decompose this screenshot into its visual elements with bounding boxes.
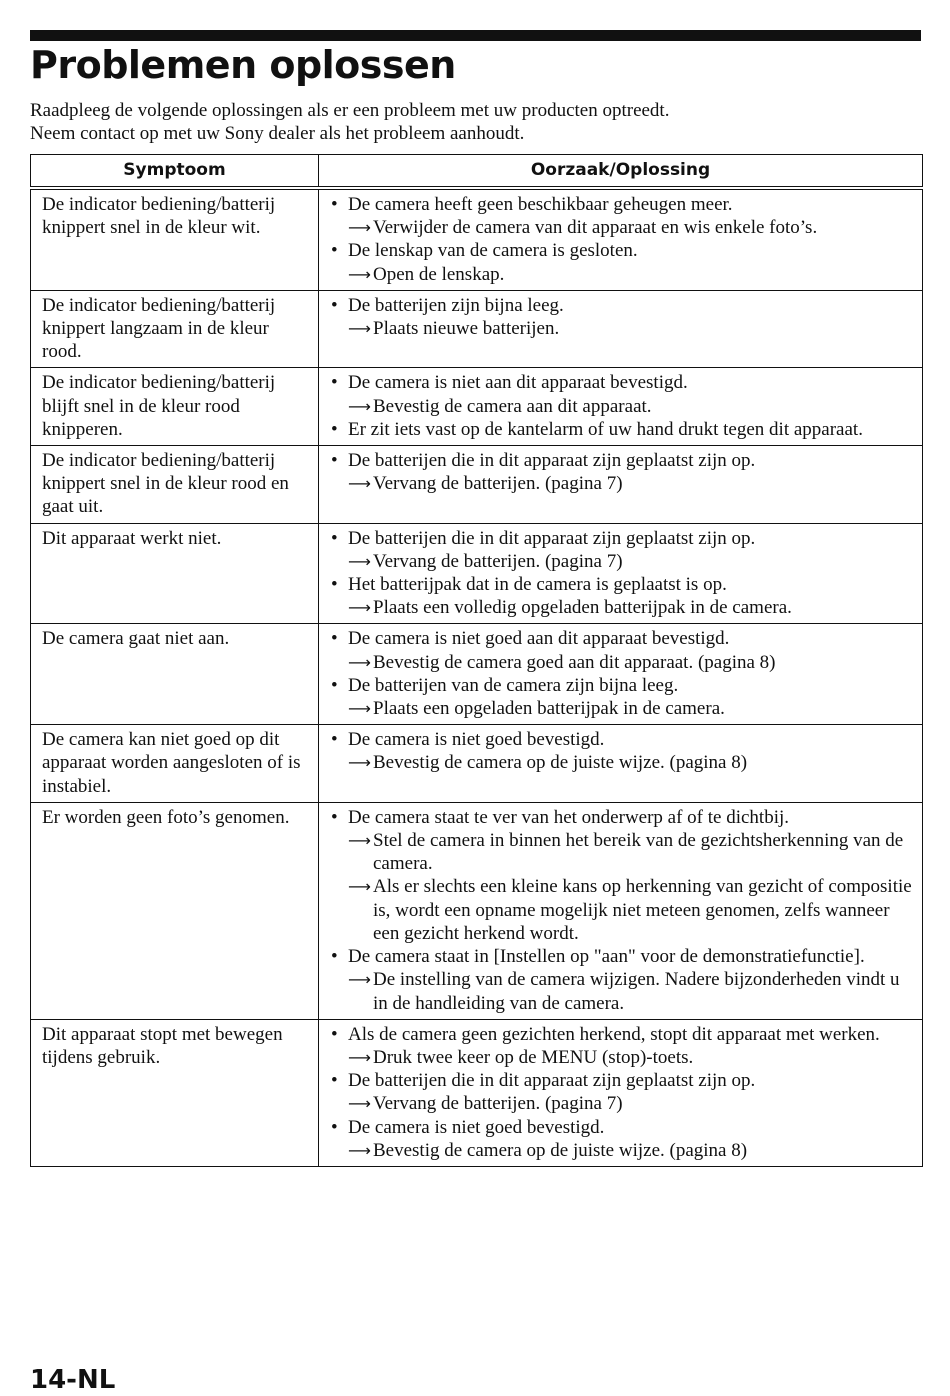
arrow-right-icon: ⟶ — [348, 319, 371, 339]
arrow-right-icon: ⟶ — [348, 598, 371, 618]
cause-item — [330, 239, 916, 285]
symptom-cell: De indicator bediening/batterij knippert snel in de kleur wit. — [31, 188, 319, 290]
arrow-right-icon: ⟶ — [348, 970, 371, 990]
table-row — [31, 1019, 923, 1166]
solution-item — [348, 829, 916, 875]
cause-list — [330, 627, 916, 720]
arrow-right-icon: ⟶ — [348, 218, 371, 238]
intro-line: Neem contact op met uw Sony dealer als het probleem aanhoudt. — [30, 123, 525, 144]
cause-solution-cell — [319, 446, 923, 524]
symptom-cell: De indicator bediening/batterij blijft snel in de kleur rood knipperen. — [31, 368, 319, 446]
symptom-cell: De indicator bediening/batterij knippert langzaam in de kleur rood. — [31, 290, 319, 368]
intro-text — [30, 99, 921, 145]
arrow-right-icon: ⟶ — [348, 831, 371, 851]
solution-item — [348, 472, 916, 495]
table-row — [31, 523, 923, 624]
symptom-cell: Dit apparaat stopt met bewegen tijdens gebruik. — [31, 1019, 319, 1166]
page-title: Problemen oplossen — [30, 43, 456, 87]
cause-text: • Het batterijpak dat in de camera is geplaatst is op. — [348, 574, 727, 596]
cause-solution-cell — [319, 188, 923, 290]
cause-item — [330, 674, 916, 720]
table-row — [31, 290, 923, 368]
cause-text: • De camera is niet goed bevestigd. — [348, 1116, 605, 1138]
cause-item — [330, 449, 916, 495]
cause-item — [330, 728, 916, 774]
arrow-right-icon: ⟶ — [348, 652, 371, 672]
arrow-right-icon: ⟶ — [348, 753, 371, 773]
solution-item — [348, 596, 916, 619]
cause-text: • De camera is niet aan dit apparaat bevestigd. — [348, 372, 688, 394]
solution-text: Bevestig de camera op de juiste wijze. (pagina 8) — [373, 752, 748, 774]
solution-item — [348, 1139, 916, 1162]
solution-item — [348, 216, 916, 239]
cause-solution-cell — [319, 624, 923, 725]
symptom-cell: Er worden geen foto’s genomen. — [31, 802, 319, 1019]
arrow-right-icon: ⟶ — [348, 551, 371, 571]
solution-text: Vervang de batterijen. (pagina 7) — [373, 1093, 623, 1115]
cause-solution-cell — [319, 523, 923, 624]
cause-item — [330, 418, 916, 441]
solution-item — [348, 697, 916, 720]
solution-text: Plaats een opgeladen batterijpak in de camera. — [373, 698, 725, 720]
cause-item — [330, 294, 916, 340]
arrow-right-icon: ⟶ — [348, 1140, 371, 1160]
cause-solution-cell — [319, 1019, 923, 1166]
cause-text: • De camera is niet goed aan dit apparaat bevestigd. — [348, 628, 730, 650]
table-row — [31, 725, 923, 803]
solution-text: Druk twee keer op de MENU (stop)-toets. — [373, 1046, 694, 1068]
solution-text: Verwijder de camera van dit apparaat en wis enkele foto’s. — [373, 217, 818, 239]
cause-list — [330, 728, 916, 774]
cause-text: • De camera staat in [Instellen op "aan" voor de demonstratiefunctie]. — [348, 946, 865, 968]
solution-text: Vervang de batterijen. (pagina 7) — [373, 473, 623, 495]
arrow-right-icon: ⟶ — [348, 877, 371, 897]
solution-item — [348, 550, 916, 573]
cause-list — [330, 527, 916, 620]
solution-text: Vervang de batterijen. (pagina 7) — [373, 550, 623, 572]
cause-solution-cell — [319, 290, 923, 368]
cause-item — [330, 806, 916, 945]
table-row — [31, 188, 923, 290]
header-symptom: Symptoom — [31, 155, 319, 189]
arrow-right-icon: ⟶ — [348, 264, 371, 284]
page-number: 14-NL — [30, 1365, 116, 1395]
cause-item — [330, 1023, 916, 1069]
solution-item — [348, 875, 916, 945]
cause-text: • De camera staat te ver van het onderwerp af of te dichtbij. — [348, 806, 790, 828]
solution-item — [348, 395, 916, 418]
arrow-right-icon: ⟶ — [348, 699, 371, 719]
solution-item — [348, 751, 916, 774]
table-row — [31, 446, 923, 524]
arrow-right-icon: ⟶ — [348, 396, 371, 416]
cause-list — [330, 294, 916, 340]
solution-text: Open de lenskap. — [373, 263, 505, 285]
cause-list — [330, 371, 916, 441]
cause-item — [330, 1069, 916, 1115]
table-row — [31, 624, 923, 725]
solution-item — [348, 263, 916, 286]
symptom-cell: De camera gaat niet aan. — [31, 624, 319, 725]
cause-item — [330, 627, 916, 673]
arrow-right-icon: ⟶ — [348, 474, 371, 494]
cause-text: • De camera heeft geen beschikbaar geheugen meer. — [348, 194, 733, 215]
troubleshooting-table — [30, 154, 923, 1167]
cause-solution-cell — [319, 802, 923, 1019]
solution-item — [348, 968, 916, 1014]
table-header-row — [31, 155, 923, 189]
cause-item — [330, 1116, 916, 1162]
cause-text: • De batterijen die in dit apparaat zijn geplaatst zijn op. — [348, 527, 756, 549]
solution-text: Bevestig de camera aan dit apparaat. — [373, 395, 652, 417]
arrow-right-icon: ⟶ — [348, 1094, 371, 1114]
symptom-cell: Dit apparaat werkt niet. — [31, 523, 319, 624]
solution-text: Stel de camera in binnen het bereik van de gezichtsherkenning van de camera. — [373, 830, 904, 875]
solution-text: Plaats nieuwe batterijen. — [373, 318, 560, 340]
cause-text: • De camera is niet goed bevestigd. — [348, 729, 605, 751]
table-row — [31, 368, 923, 446]
cause-list — [330, 1023, 916, 1162]
solution-text: Als er slechts een kleine kans op herkenning van gezicht of compositie is, wordt een opname mogelijk niet meteen genomen, zelfs wanneer een gezicht herkend wordt. — [373, 876, 912, 944]
cause-text: • De batterijen die in dit apparaat zijn geplaatst zijn op. — [348, 450, 756, 472]
solution-item — [348, 317, 916, 340]
cause-text: • Er zit iets vast op de kantelarm of uw hand drukt tegen dit apparaat. — [348, 418, 863, 440]
cause-solution-cell — [319, 368, 923, 446]
cause-text: • Als de camera geen gezichten herkend, stopt dit apparaat met werken. — [348, 1023, 880, 1045]
cause-text: • De batterijen zijn bijna leeg. — [348, 294, 564, 316]
intro-line: Raadpleeg de volgende oplossingen als er een probleem met uw producten optreedt. — [30, 100, 670, 121]
cause-list — [330, 449, 916, 495]
cause-item — [330, 527, 916, 573]
header-cause-solution: Oorzaak/Oplossing — [319, 155, 923, 189]
cause-list — [330, 193, 916, 286]
cause-item — [330, 573, 916, 619]
symptom-cell: De camera kan niet goed op dit apparaat worden aangesloten of is instabiel. — [31, 725, 319, 803]
symptom-cell: De indicator bediening/batterij knippert snel in de kleur rood en gaat uit. — [31, 446, 319, 524]
cause-text: • De lenskap van de camera is gesloten. — [348, 240, 638, 262]
cause-item — [330, 371, 916, 417]
solution-text: De instelling van de camera wijzigen. Nadere bijzonderheden vindt u in de handleiding van de camera. — [373, 969, 900, 1014]
solution-text: Plaats een volledig opgeladen batterijpak in de camera. — [373, 597, 792, 619]
solution-text: Bevestig de camera goed aan dit apparaat. (pagina 8) — [373, 651, 776, 673]
cause-item — [330, 193, 916, 239]
cause-solution-cell — [319, 725, 923, 803]
cause-text: • De batterijen die in dit apparaat zijn geplaatst zijn op. — [348, 1070, 756, 1092]
cause-item — [330, 945, 916, 1015]
solution-text: Bevestig de camera op de juiste wijze. (pagina 8) — [373, 1139, 748, 1161]
table-row — [31, 802, 923, 1019]
solution-item — [348, 1046, 916, 1069]
cause-list — [330, 806, 916, 1015]
solution-item — [348, 1092, 916, 1115]
title-rule — [30, 30, 921, 41]
arrow-right-icon: ⟶ — [348, 1047, 371, 1067]
solution-item — [348, 651, 916, 674]
cause-text: • De batterijen van de camera zijn bijna leeg. — [348, 674, 679, 696]
